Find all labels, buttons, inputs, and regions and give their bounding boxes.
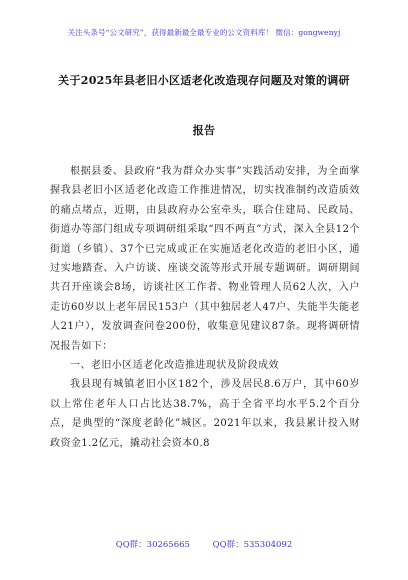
footer-contacts xyxy=(0,538,408,550)
footer-qq-group-2: QQ群：535304092 xyxy=(212,540,293,550)
footer-qq-group-1: QQ群：30265665 xyxy=(115,540,190,550)
section-heading: 一、老旧小区适老化改造推进现状及阶段成效 xyxy=(70,360,279,372)
intro-paragraph: 根据县委、县政府“我为群众办实事”实践活动安排，为全面掌握我县老旧小区适老化改造工作推进情况，切实找准制约改造质效的痛点堵点，近期，由县政府办公室牵头，联合住建局、民政局、街道办等部门组成专项调研组采取“四不两直”方式，深入全县12个街道（乡镇）、37个已完成或正在实施适老化改造的老旧小区，通过实地踏查、入户访谈、座谈交流等形式开展专题调研。调研期间共召开座谈会8场，访谈社区工作者、物业管理人员62人次，入户走访60岁以上老年居民153户（其中独居老人47户、失能半失能老人21户），发放调查问卷200份，收集意见建议87条。现将调研情况报告如下： xyxy=(50,166,360,352)
status-paragraph: 我县现有城镇老旧小区182个，涉及居民8.6万户，其中60岁以上常住老年人口占比达38.7%，高于全省平均水平5.2个百分点，是典型的“深度老龄化”城区。2021年以来，我县累计投入财政资金1.2亿元，撬动社会资本0.8 xyxy=(50,379,360,449)
document-title-line-2: 报告 xyxy=(192,124,216,137)
header-banner: 关注头条号“公文研究”，获得最新最全最专业的公文资料库！ 微信：gongwenyj xyxy=(67,28,341,37)
document-body xyxy=(50,162,360,453)
document-title-line-1: 关于2025年县老旧小区适老化改造现存问题及对策的调研 xyxy=(58,74,350,87)
